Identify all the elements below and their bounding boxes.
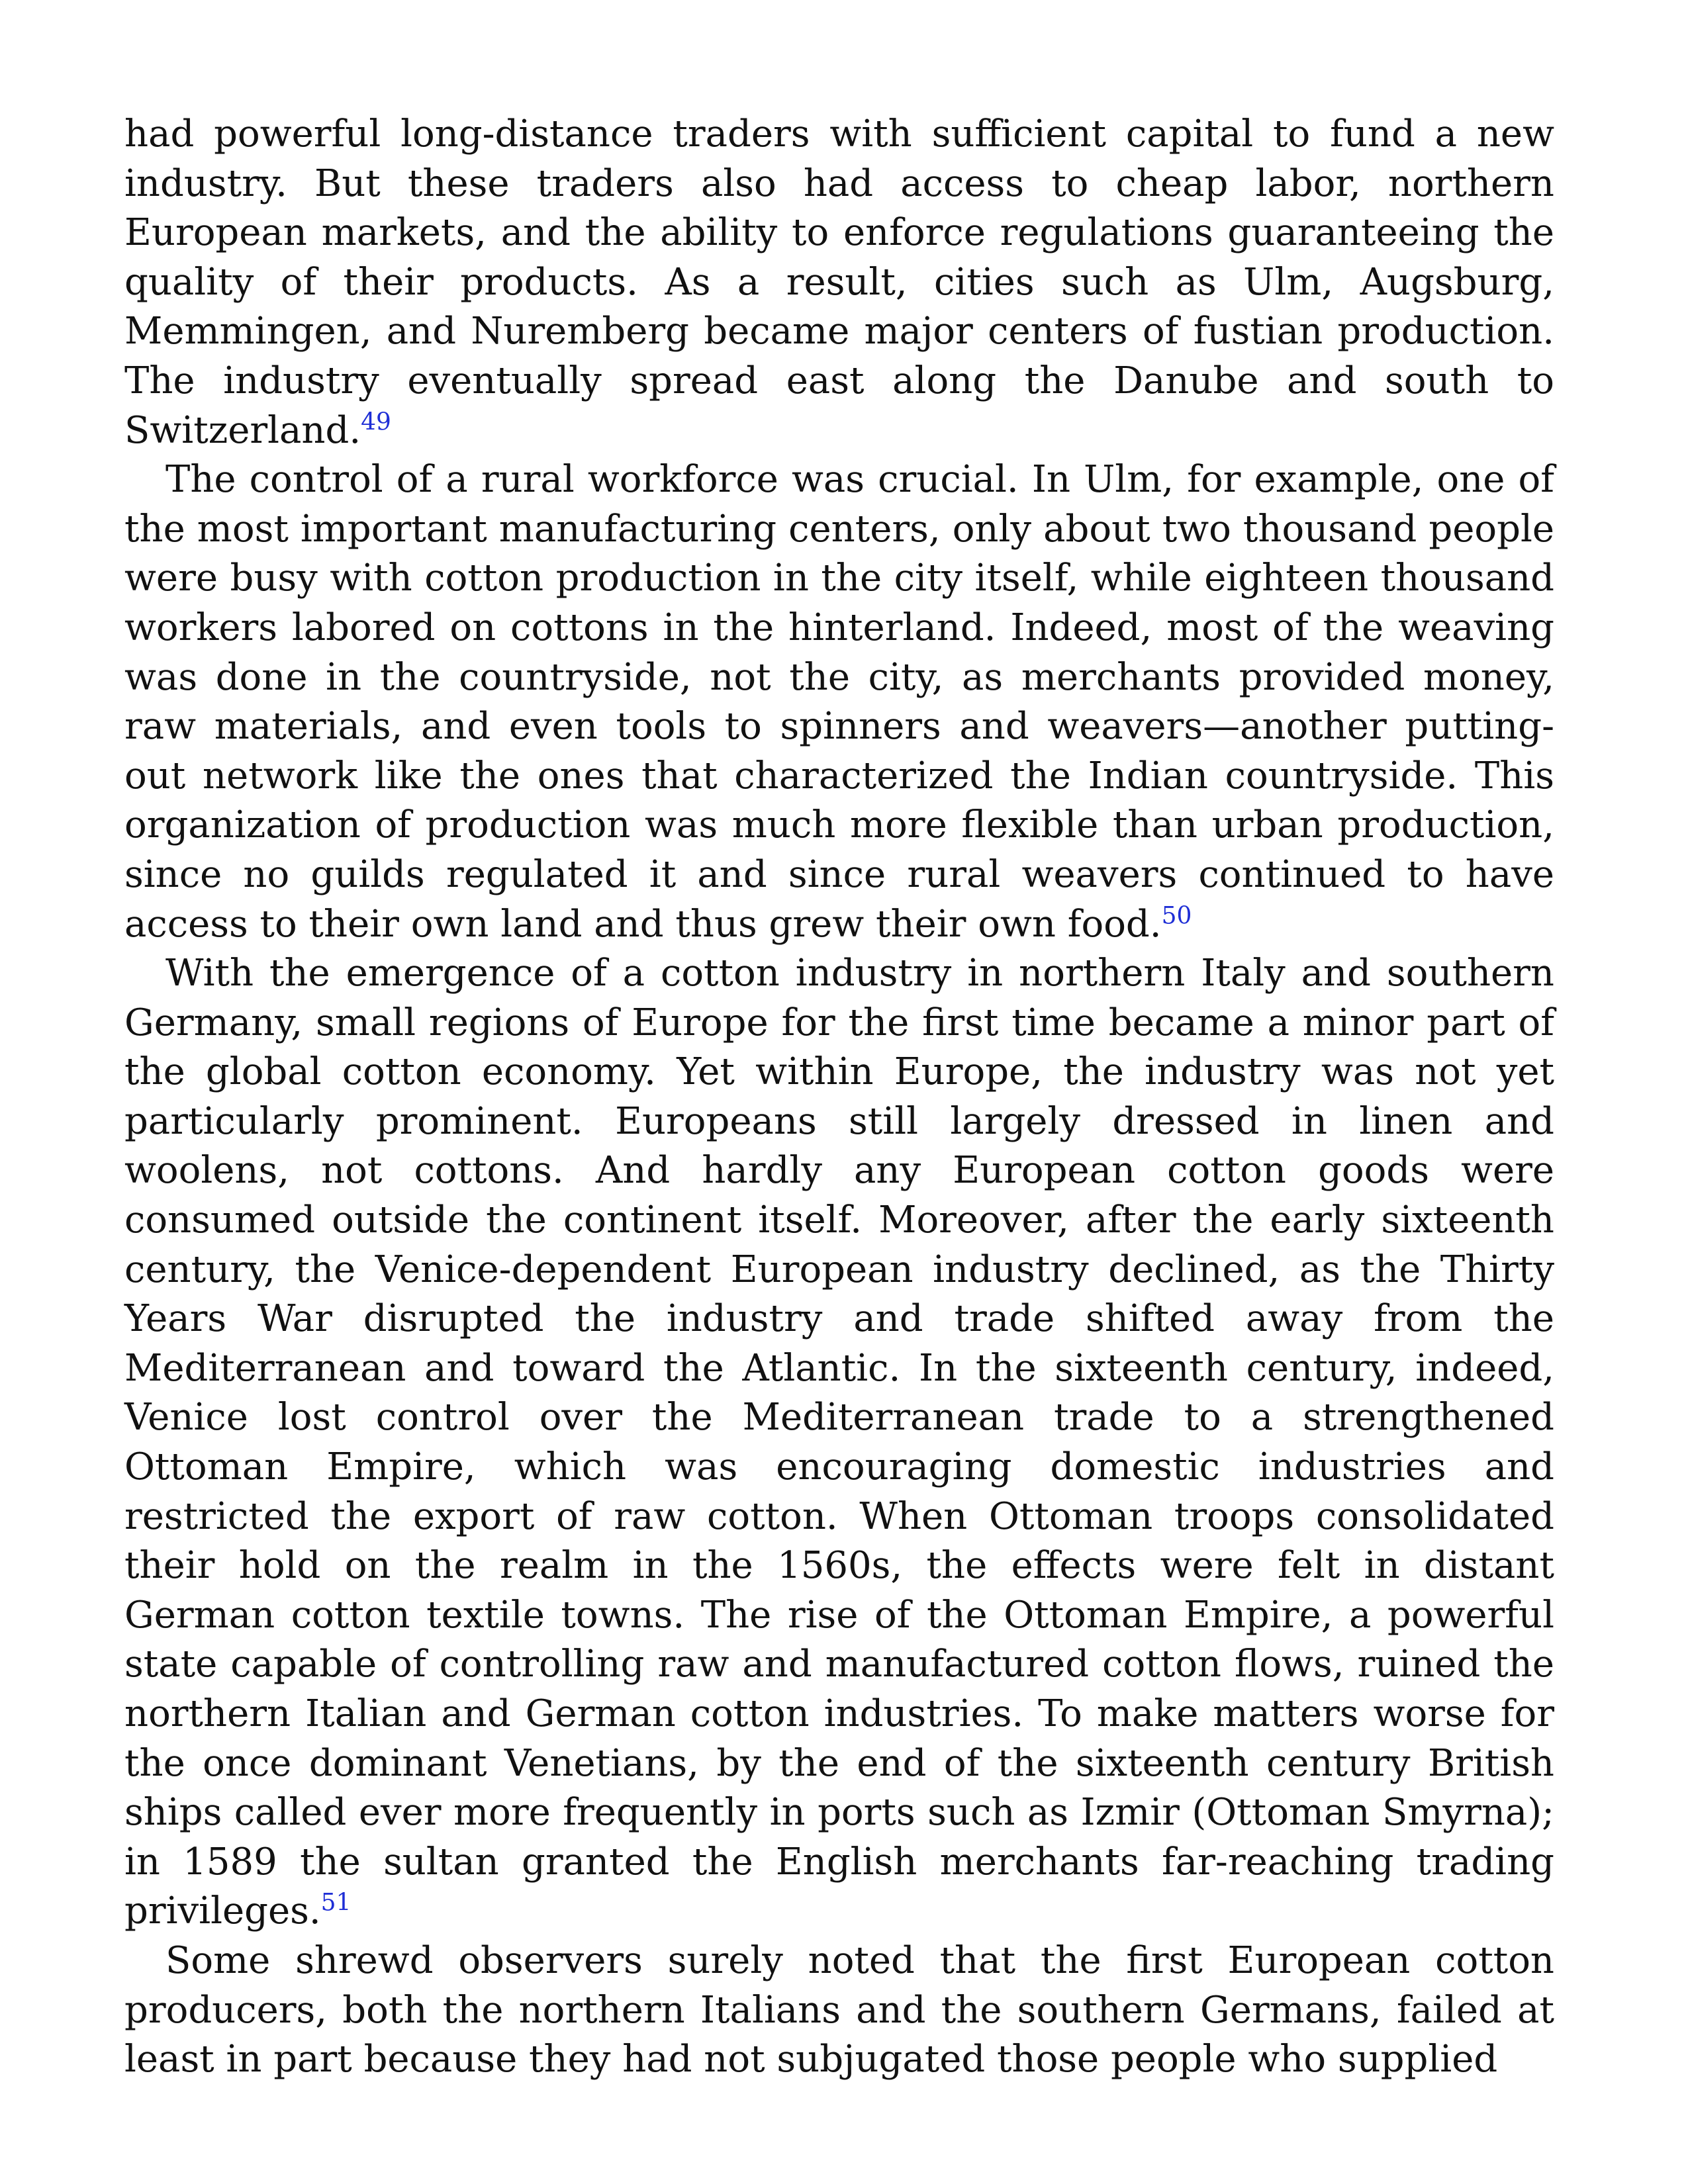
paragraph-3 [124,949,1554,1936]
paragraph-text: With the emergence of a cotton industry in northern Italy and southern Germany, small regions of Europe for the first time became a minor part of the global cotton economy. Yet within Europe, the industry was not yet particularly prominent. Europeans still largely dressed in linen and woolens, not cottons. And hardly any European cotton goods were consumed outside the continent itself. Moreover, after the early sixteenth century, the Venice-dependent European industry declined, as the Thirty Years War disrupted the industry and trade shifted away from the Mediterranean and toward the Atlantic. In the sixteenth century, indeed, Venice lost control over the Mediterranean trade to a strengthened Ottoman Empire, which was encouraging domestic industries and restricted the export of raw cotton. When Ottoman troops consolidated their hold on the realm in the 1560s, the effects were felt in distant German cotton textile towns. The rise of the Ottoman Empire, a powerful state capable of controlling raw and manufactured cotton flows, ruined the northern Italian and German cotton industries. To make matters worse for the once dominant Venetians, by the end of the sixteenth century British ships called ever more frequently in ports such as Izmir (Ottoman Smyrna); in 1589 the sultan granted the English merchants far-reaching trading privileges. [124,952,1554,1933]
paragraph-4 [124,1936,1554,2085]
paragraph-text: Some shrewd observers surely noted that the first European cotton producers, both the northern Italians and the southern Germans, failed at least in part because they had not subjugated those people who supplied [124,1938,1554,2081]
paragraph-2 [124,455,1554,949]
footnote-link-50[interactable]: 50 [1161,901,1192,929]
footnote-link-51[interactable]: 51 [320,1889,352,1917]
paragraph-text: had powerful long-distance traders with sufficient capital to fund a new industry. But these traders also had access to cheap labor, northern European markets, and the ability to enforce regulations guaranteeing the quality of their products. As a result, cities such as Ulm, Augsburg, Memmingen, and Nuremberg became major centers of fustian production. The industry eventually spread east along the Danube and south to Switzerland. [124,113,1554,452]
footnote-link-49[interactable]: 49 [361,408,391,435]
paragraph-1 [124,110,1554,455]
paragraph-text: The control of a rural workforce was crucial. In Ulm, for example, one of the most important manufacturing centers, only about two thousand people were busy with cotton production in the city itself, while eighteen thousand workers labored on cottons in the hinterland. Indeed, most of the weaving was done in the countryside, not the city, as merchants provided money, raw materials, and even tools to spinners and weavers—another putting-out network like the ones that characterized the Indian countryside. This organization of production was much more flexible than urban production, since no guilds regulated it and since rural weavers continued to have access to their own land and thus grew their own food. [124,458,1554,946]
book-page [124,110,1554,2085]
